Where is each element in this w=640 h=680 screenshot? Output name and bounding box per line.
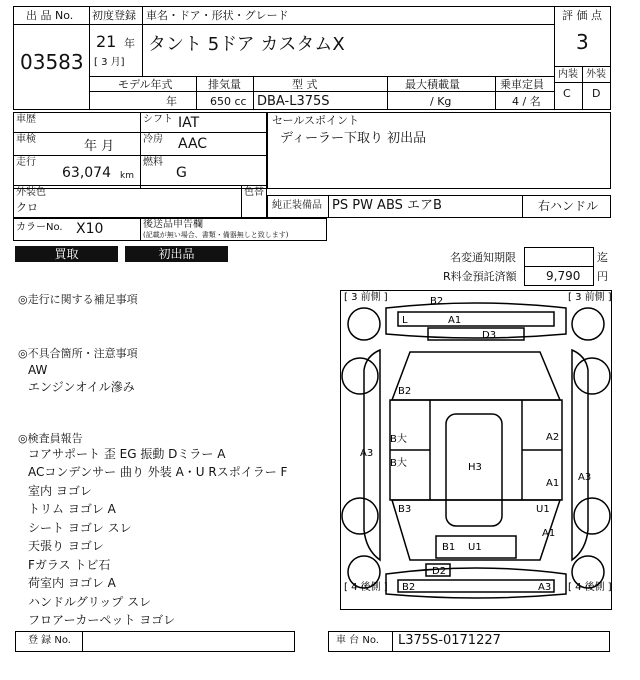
recycle-label: R料金預託済額 xyxy=(443,270,517,283)
model-year-unit: 年 xyxy=(166,95,177,108)
corner-front-right: [ 3 前側 ] xyxy=(568,292,612,303)
inspector-item: ACコンデンサー 曲り 外装 A・U Rスポイラー F xyxy=(28,465,288,479)
interior-label: 内装 xyxy=(558,69,578,80)
inspector-item: フロアーカーペット ヨゴレ xyxy=(28,613,176,627)
inspector-item: 荷室内 ヨゴレ A xyxy=(28,576,116,590)
inspector-item: Fガラス トビ石 xyxy=(28,558,111,572)
doc-note: (記載が無い場合、書類・備器無しと致します) xyxy=(143,231,289,239)
mark-a3-left: A3 xyxy=(360,448,374,459)
car-damage-diagram xyxy=(340,290,612,610)
displacement-label: 排気量 xyxy=(208,78,241,91)
mark-a1-top: A1 xyxy=(448,315,462,326)
first-reg-label: 初度登録 xyxy=(92,9,136,22)
inspector-item: ハンドルグリップ スレ xyxy=(28,595,152,609)
color-value: クロ xyxy=(16,201,38,214)
driving-notes-title: ◎走行に関する補足事項 xyxy=(18,293,138,306)
mark-a1-right: A1 xyxy=(546,478,560,489)
capacity-value: 4 / 名 xyxy=(512,95,541,108)
corner-rear-right: [ 4 後側 ] xyxy=(568,582,612,593)
equipment-label: 純正装備品 xyxy=(272,200,322,211)
inspection-value: 年 月 xyxy=(84,139,115,154)
inspector-item: トリム ヨゴレ A xyxy=(28,502,116,516)
mark-a1-low: A1 xyxy=(542,528,556,539)
fuel-label: 燃料 xyxy=(143,157,163,168)
mileage-value: 63,074 xyxy=(62,165,111,181)
ac-value: AAC xyxy=(178,136,208,152)
load-value: / Kg xyxy=(430,95,452,108)
mark-d2: D2 xyxy=(432,566,447,577)
mark-b-big-2: B大 xyxy=(390,458,407,469)
inspector-title: ◎検査員報告 xyxy=(18,432,83,445)
lot-number: 03583 xyxy=(20,50,84,74)
rating-value: 3 xyxy=(576,30,589,54)
corner-front-left: [ 3 前側 ] xyxy=(344,292,388,303)
lot-label: 出 品 No. xyxy=(26,9,74,22)
shift-label: シフト xyxy=(143,114,173,125)
shift-value: IAT xyxy=(178,115,200,131)
first-reg-year-unit: 年 xyxy=(124,37,135,50)
doc-label: 後送品申告欄 xyxy=(143,219,203,230)
history-label: 車歴 xyxy=(16,114,36,125)
displacement-value: 650 cc xyxy=(210,95,247,108)
mark-b2-left: B2 xyxy=(398,386,412,397)
defect-item: エンジンオイル滲み xyxy=(28,380,135,394)
type-value: DBA-L375S xyxy=(257,94,330,109)
type-label: 型 式 xyxy=(292,78,318,91)
exterior-label: 外装 xyxy=(586,69,606,80)
mark-d3: D3 xyxy=(482,330,497,341)
ac-label: 冷房 xyxy=(143,134,163,145)
recycle-unit: 円 xyxy=(597,270,608,283)
handle-value: 右ハンドル xyxy=(538,199,599,213)
load-label: 最大積載量 xyxy=(405,78,460,91)
equipment-value: PS PW ABS エアB xyxy=(332,198,442,213)
rating-label: 評 価 点 xyxy=(562,9,602,22)
chassis-number: L375S-0171227 xyxy=(398,633,501,648)
mileage-label: 走行 xyxy=(16,157,36,168)
interior-grade: C xyxy=(563,87,571,100)
inspector-item: 室内 ヨゴレ xyxy=(28,484,92,498)
model-year-label: モデル年式 xyxy=(118,78,173,91)
color-label: 外装色 xyxy=(16,187,46,198)
first-reg-year: 21 xyxy=(96,32,117,51)
first-listing-tag: 初出品 xyxy=(125,246,228,262)
fuel-value: G xyxy=(176,165,187,181)
inspection-label: 車検 xyxy=(16,134,36,145)
car-label: 車名・ドア・形状・グレード xyxy=(146,9,289,22)
exterior-grade: D xyxy=(592,87,601,100)
notice-unit: 迄 xyxy=(597,251,608,264)
mileage-unit: km xyxy=(120,171,134,181)
corner-rear-left: [ 4 後側 ] xyxy=(344,582,388,593)
defect-item: AW xyxy=(28,363,48,377)
mark-b2-top: B2 xyxy=(430,296,444,307)
mark-a3-bottom: A3 xyxy=(538,582,552,593)
chassis-label: 車 台 No. xyxy=(336,635,379,646)
inspector-item: 天張り ヨゴレ xyxy=(28,539,104,553)
first-reg-month: [ 3 月] xyxy=(94,57,125,68)
mark-a2: A2 xyxy=(546,432,560,443)
mark-b2-bottom: B2 xyxy=(402,582,416,593)
notice-field xyxy=(524,247,594,267)
car-name: タント 5ドア カスタムX xyxy=(148,34,345,55)
defects-title: ◎不具合箇所・注意事項 xyxy=(18,347,138,360)
sales-value: ディーラー下取り 初出品 xyxy=(280,131,427,146)
mark-l: L xyxy=(402,315,408,326)
buy-tag: 買取 xyxy=(15,246,118,262)
color-box xyxy=(13,185,267,218)
notice-label: 名変通知期限 xyxy=(450,251,516,264)
mark-u1-low: U1 xyxy=(468,542,482,553)
inspector-item: コアサポート 歪 EG 振動 Dミラー A xyxy=(28,447,226,461)
sales-label: セールスポイント xyxy=(272,114,360,127)
color-no-label: カラーNo. xyxy=(16,222,63,233)
mark-u1-right: U1 xyxy=(536,504,550,515)
inspector-item: シート ヨゴレ スレ xyxy=(28,521,132,535)
mark-b1: B1 xyxy=(442,542,456,553)
color-no-value: X10 xyxy=(76,221,104,237)
capacity-label: 乗車定員 xyxy=(500,78,544,91)
mark-b-big-1: B大 xyxy=(390,434,407,445)
registration-label: 登 録 No. xyxy=(28,635,71,646)
mark-b3: B3 xyxy=(398,504,412,515)
mark-a3-right: A3 xyxy=(578,472,592,483)
mark-h3: H3 xyxy=(468,462,482,473)
recycle-value: 9,790 xyxy=(546,269,581,283)
repaint-label: 色替 xyxy=(244,187,264,198)
